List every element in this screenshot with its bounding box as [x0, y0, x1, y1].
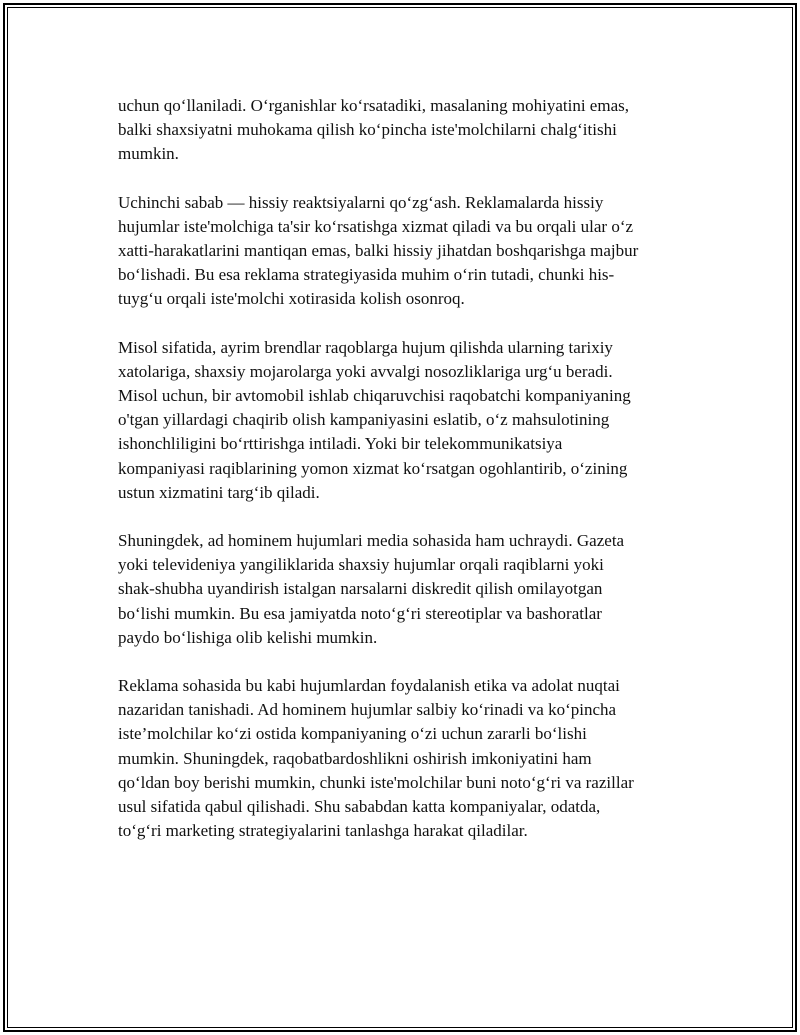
paragraph-4: Shuningdek, ad hominem hujumlari media sohasida ham uchraydi. Gazeta yoki televideniya yangiliklarida shaxsiy hujumlar orqali raqiblarni yoki shak-shubha uyandirish istalgan narsalarni diskredit qilish omilayotgan bo‘lishi mumkin. Bu esa jamiyatda noto‘g‘ri stereotiplar va bashoratlar paydo bo‘lishiga olib kelishi mumkin. — [118, 531, 625, 647]
paragraph-3: Misol sifatida, ayrim brendlar raqoblarga hujum qilishda ularning tarixiy xatolariga, shaxsiy mojarolarga yoki avvalgi nosozliklariga urg‘u beradi. Misol uchun, bir avtomobil ishlab chiqaruvchisi raqobatchi kompaniyaning o'tgan yillardagi chaqirib olish kampaniyasini eslatib, o‘z mahsulotining ishonchliligini bo‘rttirishga intiladi. Yoki bir telekommunikatsiya kompaniyasi raqiblarining yomon xizmat ko‘rsatgan ogohlantirib, o‘zining ustun xizmatini targ‘ib qiladi. — [118, 337, 631, 502]
paragraph-1: uchun qo‘llaniladi. O‘rganishlar ko‘rsatadiki, masalaning mohiyatini emas, balki shaxsiyatni muhokama qilish ko‘pincha iste'molchilarni chalg‘itishi mumkin. — [118, 96, 629, 164]
document-body — [118, 94, 698, 867]
paragraph-5: Reklama sohasida bu kabi hujumlardan foydalanish etika va adolat nuqtai nazaridan tanishadi. Ad hominem hujumlar salbiy ko‘rinadi va ko‘pincha iste’molchilar ko‘zi ostida kompaniyaning o‘zi uchun zararli bo‘lishi mumkin. Shuningdek, raqobatbardoshlikni oshirish imkoniyatini ham qo‘ldan boy berishi mumkin, chunki iste'molchilar buni noto‘g‘ri va razillar usul sifatida qabul qilishadi. Shu sababdan katta kompaniyalar, odatda, to‘g‘ri marketing strategiyalarini tanlashga harakat qiladilar. — [118, 676, 634, 841]
paragraph-2: Uchinchi sabab — hissiy reaktsiyalarni qo‘zg‘ash. Reklamalarda hissiy hujumlar iste'molchiga ta'sir ko‘rsatishga xizmat qiladi va bu orqali ular o‘z xatti-harakatlarini mantiqan emas, balki hissiy jihatdan boshqarishga majbur bo‘lishadi. Bu esa reklama strategiyasida muhim o‘rin tutadi, chunki his- tuyg‘u orqali iste'molchi xotirasida kolish osonroq. — [118, 192, 639, 309]
